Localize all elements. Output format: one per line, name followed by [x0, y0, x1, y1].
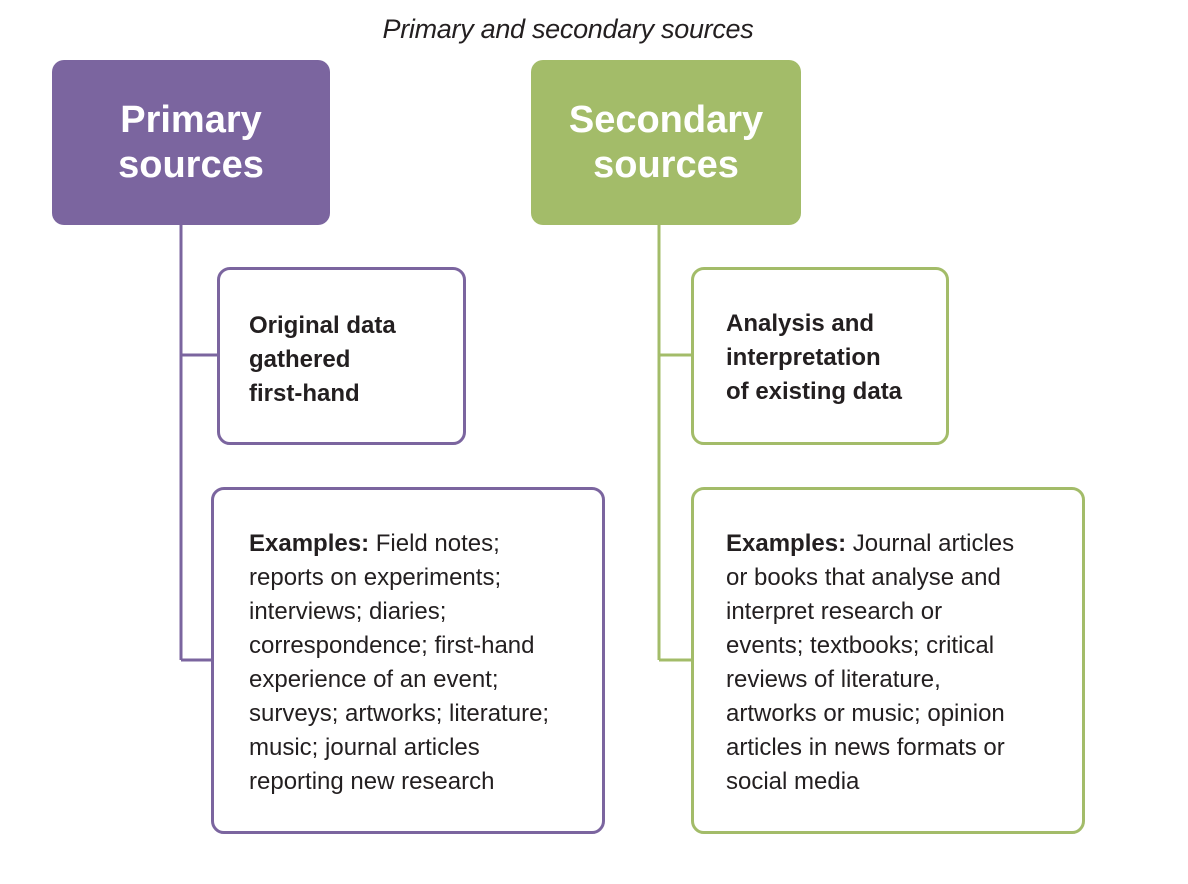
secondary-examples-label: Examples:: [726, 530, 847, 557]
primary-heading: Primary sources: [118, 98, 264, 186]
secondary-connector: [659, 225, 692, 660]
primary-definition: Original data gathered first-hand: [249, 312, 396, 407]
secondary-examples: [726, 527, 1014, 799]
secondary-heading: Secondary sources: [568, 98, 764, 186]
primary-sources-header: [52, 60, 330, 225]
secondary-definition-box: [691, 267, 949, 445]
primary-examples-text: Field notes; reports on experiments; interviews; diaries; correspondence; first-hand experience of an event; surveys; artworks; literature; music; journal articles reporting new research: [249, 530, 550, 795]
secondary-examples-box: [691, 487, 1085, 834]
secondary-sources-header: [531, 60, 801, 225]
diagram-title: Primary and secondary sources: [382, 14, 754, 44]
secondary-definition: Analysis and interpretation of existing data: [726, 310, 903, 405]
primary-examples: [249, 527, 549, 799]
primary-definition-box: [217, 267, 466, 445]
secondary-examples-text: Journal articles or books that analyse and interpret research or events; textbooks; critical reviews of literature, artworks or music; opinion articles in news formats or social media: [726, 530, 1015, 795]
primary-examples-box: [211, 487, 605, 834]
primary-examples-label: Examples:: [249, 530, 370, 557]
